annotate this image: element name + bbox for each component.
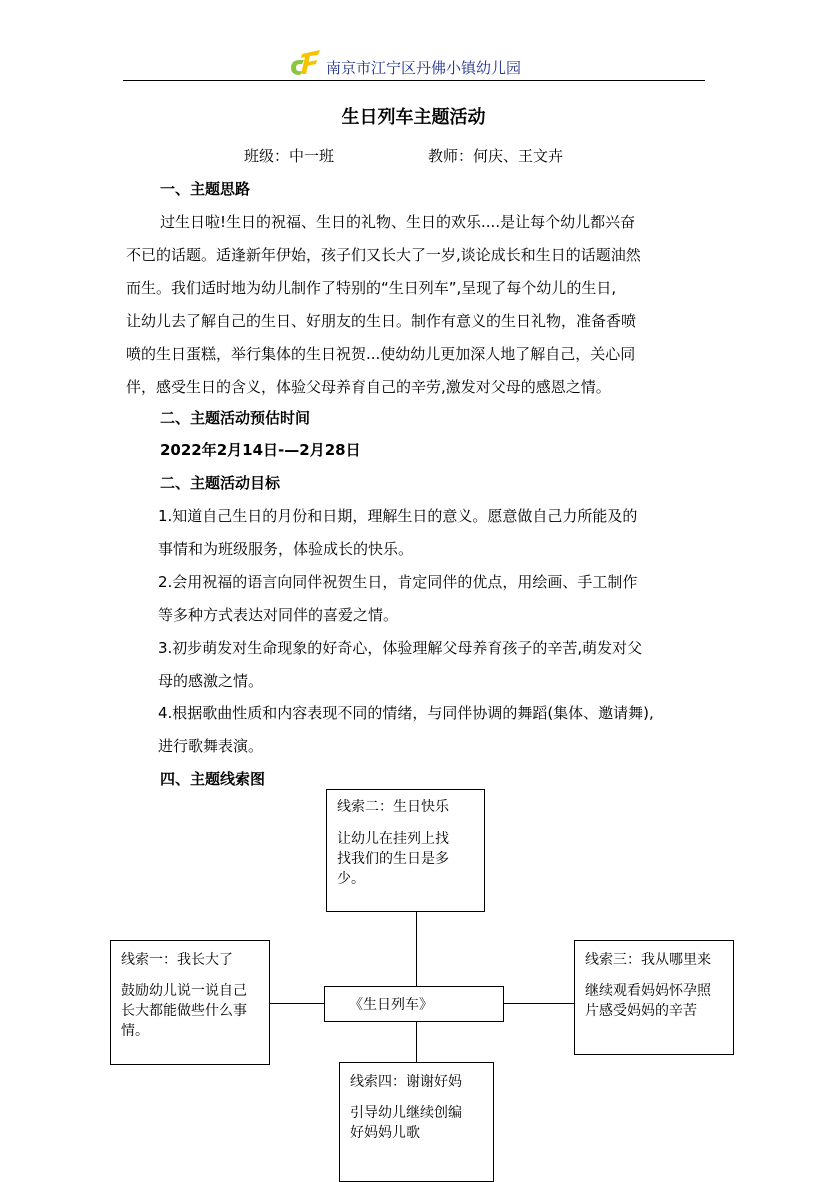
paragraph-line: 让幼儿去了解自己的生日、好朋友的生日。制作有意义的生日礼物，准备香喷 [126,312,637,330]
goal-line: 事情和为班级服务，体验成长的快乐。 [158,540,414,558]
paragraph-line: 而生。我们适时地为幼儿制作了特别的“生日列车”,呈现了每个幼儿的生日, [126,279,617,297]
paragraph-line: 过生日啦!生日的祝福、生日的礼物、生日的欢乐....是让每个幼儿都兴奋 [160,213,636,231]
clue-title: 线索三：我从哪里来 [585,952,711,968]
clue-title: 线索二：生日快乐 [337,799,449,815]
clue-description [121,981,247,1041]
header-divider [123,80,705,81]
goal-line: 进行歌舞表演。 [158,737,264,755]
clue-title: 线索四：谢谢好妈 [350,1074,462,1090]
class-info: 班级：中一班 [244,147,335,165]
clue-title: 线索一：我长大了 [121,952,233,968]
clue-line: 好妈妈儿歌 [350,1125,420,1141]
school-logo [288,48,322,76]
clue-line: 继续观看妈妈怀孕照 [585,983,711,999]
center-node [324,986,504,1022]
clue-description [350,1103,462,1143]
clue-line: 找我们的生日是多 [337,851,449,867]
document-title: 生日列车主题活动 [341,107,486,128]
section-heading-clue-map: 四、主题线索图 [160,770,266,788]
clue-line: 长大都能做些什么事 [121,1003,247,1019]
teacher-info: 教师：何庆、王文卉 [428,147,564,165]
connector-bottom [416,1021,417,1062]
date-range: 2022年2月14日-—2月28日 [160,441,361,459]
school-name: 南京市江宁区丹佛小镇幼儿园 [326,59,522,77]
paragraph-line: 不已的话题。适逢新年伊始，孩子们又长大了一岁,谈论成长和生日的话题油然 [126,246,641,264]
clue-description [585,981,711,1021]
clue-node-1 [110,940,270,1065]
goal-line: 母的感激之情。 [158,672,264,690]
clue-line: 鼓励幼儿说一说自己 [121,983,247,999]
paragraph-line: 伴，感受生日的含义，体验父母养育自己的辛劳,激发对父母的感恩之情。 [126,378,611,396]
goal-line: 等多种方式表达对同伴的喜爱之情。 [158,606,399,624]
clue-line: 情。 [121,1023,149,1039]
clue-line: 引导幼儿继续创编 [350,1105,462,1121]
clue-line: 让幼儿在挂列上找 [337,831,449,847]
goal-line: 3.初步萌发对生命现象的好奇心，体验理解父母养育孩子的辛苦,萌发对父 [158,639,643,657]
clue-node-4 [339,1062,494,1182]
goal-line: 2.会用祝福的语言向同伴祝贺生日，肯定同伴的优点，用绘画、手工制作 [158,573,638,591]
goal-line: 1.知道自己生日的月份和日期，理解生日的意义。愿意做自己力所能及的 [158,507,638,525]
connector-top [416,911,417,987]
clue-node-3 [574,940,734,1055]
connector-right [503,1003,574,1004]
clue-description [337,829,449,889]
center-node-label: 《生日列车》 [349,997,433,1013]
section-heading-goals: 二、主题活动目标 [160,474,281,492]
clue-line: 少。 [337,871,365,887]
section-heading-time: 二、主题活动预估时间 [160,409,311,427]
section-heading-theme-idea: 一、主题思路 [160,180,251,198]
clue-line: 片感受妈妈的辛苦 [585,1003,697,1019]
connector-left [270,1003,325,1004]
paragraph-line: 喷的生日蛋糕，举行集体的生日祝贺...使幼幼儿更加深人地了解自己，关心同 [126,345,636,363]
goal-line: 4.根据歌曲性质和内容表现不同的情绪，与同伴协调的舞蹈(集体、邀请舞), [158,704,654,722]
clue-node-2 [326,789,485,912]
